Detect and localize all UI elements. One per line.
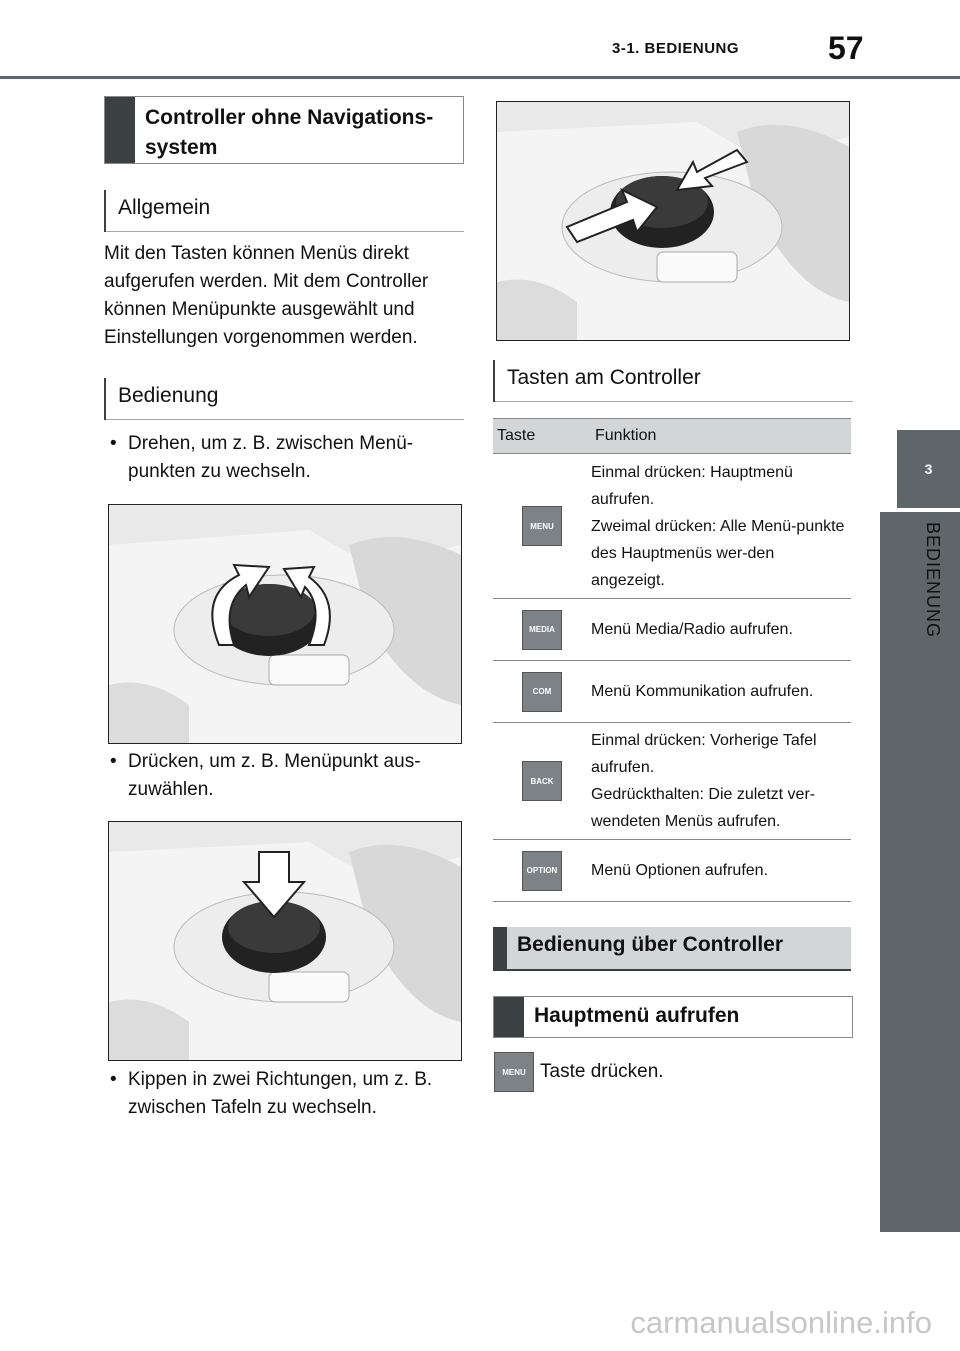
menu-key-icon: MENU bbox=[522, 506, 562, 546]
back-key-icon: BACK bbox=[522, 761, 562, 801]
key-function-table bbox=[493, 418, 851, 902]
table-cell-function: Menü Optionen aufrufen. bbox=[591, 862, 769, 879]
figure-controller-rotate bbox=[108, 504, 462, 744]
subheading-tasten bbox=[493, 360, 853, 402]
chapter-tab-number: 3 bbox=[897, 430, 960, 508]
subheading-tasten-text: Tasten am Controller bbox=[507, 366, 701, 389]
figure-controller-press bbox=[108, 821, 462, 1061]
section-box-controller bbox=[104, 96, 464, 164]
media-key-icon: MEDIA bbox=[522, 610, 562, 650]
bullet-drehen: • Drehen, um z. B. zwischen Menü-punkten zu wechseln. bbox=[104, 430, 460, 486]
page-number: 57 bbox=[828, 30, 864, 66]
bullet-kippen: • Kippen in zwei Richtungen, um z. B. zwischen Tafeln zu wechseln. bbox=[104, 1066, 460, 1122]
table-cell-function: Einmal drücken: Hauptmenü aufrufen. Zweimal drücken: Alle Menü-punkte des Hauptmenüs wer-den angezeigt. bbox=[591, 463, 845, 589]
table-row bbox=[493, 599, 851, 661]
table-header-key: Taste bbox=[497, 427, 536, 444]
menu-key-icon: MENU bbox=[494, 1052, 534, 1092]
section-box-title: Controller ohne Navigations- system bbox=[145, 106, 434, 159]
table-cell-function: Einmal drücken: Vorherige Tafel aufrufen. Gedrückthalten: Die zuletzt ver-wendeten Menüs aufrufen. bbox=[591, 732, 817, 830]
table-header-function: Funktion bbox=[595, 427, 657, 444]
intro-paragraph: Mit den Tasten können Menüs direkt aufgerufen werden. Mit dem Controller können Menüpunkte ausgewählt und Einstellungen vorgenommen werden. bbox=[104, 243, 429, 348]
table-row bbox=[493, 454, 851, 599]
section-box-bar bbox=[105, 97, 135, 163]
subheading-bedienung bbox=[104, 378, 464, 420]
header-rule bbox=[0, 76, 960, 79]
com-key-icon: COM bbox=[522, 672, 562, 712]
chapter-tab bbox=[880, 512, 960, 1232]
table-header bbox=[493, 418, 851, 454]
subheading-bedienung-text: Bedienung bbox=[118, 384, 219, 407]
heading-bedienung-controller bbox=[493, 927, 851, 971]
table-cell-function: Menü Kommunikation aufrufen. bbox=[591, 683, 814, 700]
running-header-section: 3-1. BEDIENUNG bbox=[612, 40, 740, 57]
press-instruction: Taste drücken. bbox=[540, 1061, 664, 1082]
section-box-hauptmenu-title: Hauptmenü aufrufen bbox=[534, 1004, 740, 1027]
subheading-allgemein bbox=[104, 190, 464, 232]
chapter-tab-label: BEDIENUNG bbox=[923, 522, 943, 639]
table-row bbox=[493, 661, 851, 723]
watermark: carmanualsonline.info bbox=[630, 1305, 932, 1340]
bullet-druecken: • Drücken, um z. B. Menüpunkt aus-zuwählen. bbox=[104, 748, 460, 804]
subheading-allgemein-text: Allgemein bbox=[118, 196, 211, 219]
figure-controller-tilt bbox=[496, 101, 850, 341]
heading-bedienung-controller-text: Bedienung über Controller bbox=[517, 933, 784, 956]
option-key-icon: OPTION bbox=[522, 851, 562, 891]
section-box-hauptmenu bbox=[493, 996, 853, 1038]
table-row bbox=[493, 723, 851, 840]
table-cell-function: Menü Media/Radio aufrufen. bbox=[591, 621, 793, 638]
table-row bbox=[493, 840, 851, 902]
